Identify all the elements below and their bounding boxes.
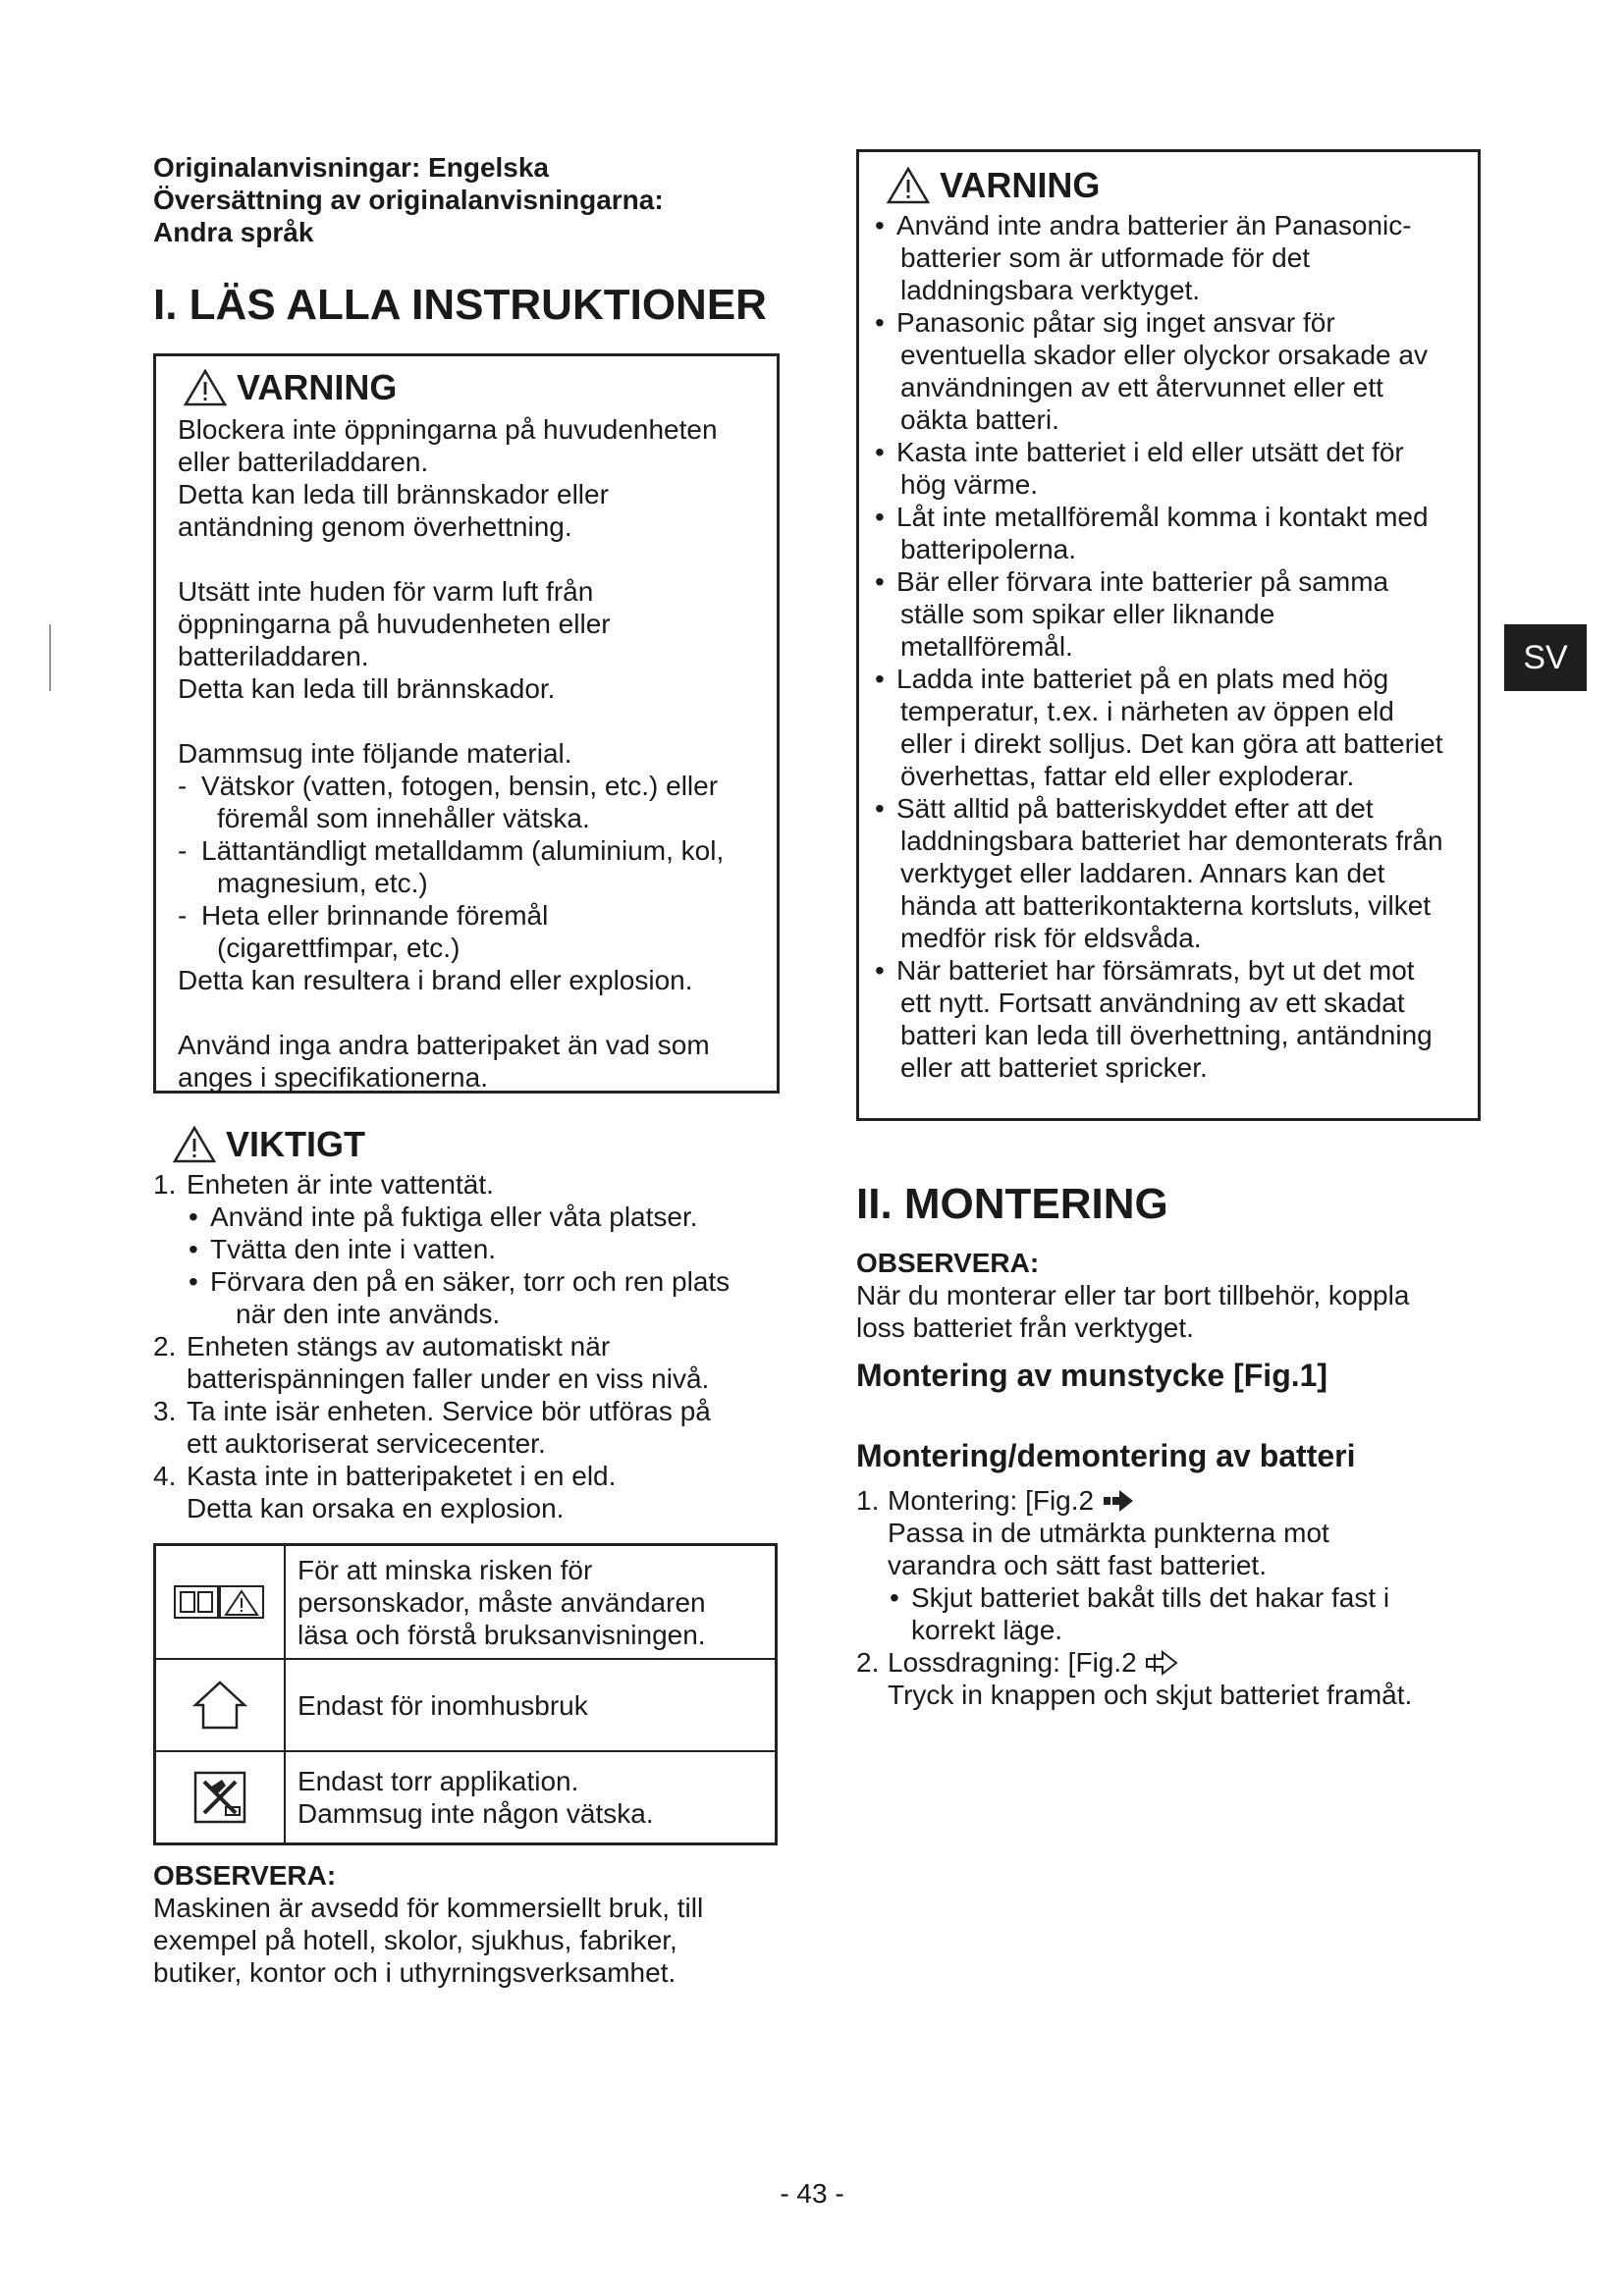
text-line: Använd inte andra batterier än Panasonic-: [896, 210, 1412, 240]
text-line: Vätskor (vatten, fotogen, bensin, etc.) eller: [201, 771, 719, 801]
text-line: Använd inga andra batteripaket än vad som: [178, 1030, 710, 1060]
symbol-text: [286, 1660, 775, 1750]
text-line: oäkta batteri.: [900, 404, 1059, 435]
text-line: Montering: [Fig.2: [888, 1485, 1095, 1516]
step-item: [856, 1646, 1485, 1711]
step-item: [856, 1484, 1485, 1646]
text-line: Passa in de utmärkta punkterna mot: [888, 1518, 1329, 1548]
text-line: loss batteriet från verktyget.: [856, 1312, 1194, 1343]
important-section: [153, 1125, 782, 1524]
step-number: 2.: [856, 1647, 880, 1678]
item-number: 4.: [153, 1461, 177, 1491]
text-line: ett nytt. Fortsatt användning av ett skadat: [900, 988, 1405, 1018]
step-number: 1.: [856, 1485, 880, 1516]
language-tab: SV: [1504, 624, 1587, 691]
list-item: [153, 1168, 782, 1330]
warning-paragraph: [178, 737, 757, 996]
text-line: Tryck in knappen och skjut batteriet framåt.: [888, 1680, 1413, 1710]
text-line: batteripolerna.: [900, 534, 1077, 564]
list-item: [153, 1460, 782, 1524]
doc-header: [153, 151, 664, 248]
text-line: metallföremål.: [900, 631, 1073, 662]
header-line: Översättning av originalanvisningarna:: [153, 185, 664, 215]
text-line: Tvätta den inte i vatten.: [210, 1234, 497, 1264]
bullet-item: • Använd inte på fuktiga eller våta platser.: [189, 1201, 698, 1232]
text-line: ställe som spikar eller liknande: [900, 599, 1275, 629]
bullet-item: • Använd inte andra batterier än Panasonic- batterier som är utformade för det laddningsbara verktyget.: [873, 209, 1470, 306]
text-line: Bär eller förvara inte batterier på samma: [896, 566, 1389, 597]
text-line: antändning genom överhettning.: [178, 511, 572, 542]
symbol-row: [156, 1752, 775, 1842]
text-line: läsa och förstå bruksanvisningen.: [298, 1619, 706, 1650]
text-line: magnesium, etc.): [217, 868, 428, 898]
text-line: När du monterar eller tar bort tillbehör, koppla: [856, 1280, 1410, 1310]
text-line: eller batteriladdaren.: [178, 447, 429, 477]
bullet-item: • Kasta inte batteriet i eld eller utsätt det för hög värme.: [873, 436, 1470, 501]
symbol-text: [286, 1546, 775, 1658]
text-line: Lättantändligt metalldamm (aluminium, kol,: [201, 835, 725, 866]
bullet-item: • När batteriet har försämrats, byt ut det mot ett nytt. Fortsatt användning av ett skadat batteri kan leda till överhettning, antändning eller att batteriet spricker.: [873, 954, 1470, 1084]
text-line: temperatur, t.ex. i närheten av öppen eld: [900, 696, 1394, 726]
text-line: Sätt alltid på batteriskyddet efter att det: [896, 793, 1374, 824]
note-2: [856, 1247, 1485, 1344]
text-line: medför risk för eldsvåda.: [900, 923, 1202, 953]
text-line: Kasta inte batteriet i eld eller utsätt det för: [896, 437, 1404, 467]
text-line: användningen av ett återvunnet eller ett: [900, 372, 1383, 402]
warning-triangle-icon: [184, 369, 227, 406]
dash-item: - Heta eller brinnande föremål (cigarettfimpar, etc.): [178, 899, 757, 964]
important-title: VIKTIGT: [226, 1124, 365, 1164]
important-list: [153, 1168, 782, 1524]
header-line: Originalanvisningar: Engelska: [153, 152, 550, 183]
text-line: hög värme.: [900, 469, 1039, 500]
text-line: Enheten stängs av automatiskt när: [187, 1331, 611, 1362]
text-line: Maskinen är avsedd för kommersiellt bruk, till: [153, 1893, 704, 1923]
note-title: OBSERVERA:: [153, 1860, 337, 1891]
text-line: eventuella skador eller olyckor orsakade av: [900, 340, 1428, 370]
text-line: Endast torr applikation.: [298, 1766, 579, 1796]
warning-bullets: [873, 209, 1470, 1084]
text-line: När batteriet har försämrats, byt ut det mot: [896, 955, 1415, 986]
bullet-item: • Låt inte metallföremål komma i kontakt med batteripolerna.: [873, 501, 1470, 565]
text-line: anges i specifikationerna.: [178, 1062, 488, 1093]
text-line: varandra och sätt fast batteriet.: [888, 1550, 1267, 1580]
warning-box-1: [153, 353, 780, 1094]
item-number: 2.: [153, 1331, 177, 1362]
text-line: Endast för inomhusbruk: [298, 1689, 588, 1721]
text-line: ett auktoriserat servicecenter.: [187, 1428, 546, 1459]
bullet-item: • Tvätta den inte i vatten.: [189, 1234, 497, 1264]
text-line: batteri kan leda till överhettning, antändning: [900, 1020, 1433, 1050]
header-line: Andra språk: [153, 217, 314, 247]
symbol-row: [156, 1660, 775, 1752]
warning-text: [178, 413, 757, 1094]
symbol-row: [156, 1546, 775, 1660]
text-line: Utsätt inte huden för varm luft från: [178, 576, 594, 607]
text-line: Förvara den på en säker, torr och ren plats: [210, 1266, 731, 1297]
text-line: Panasonic påtar sig inget ansvar för: [896, 307, 1335, 338]
text-line: Använd inte på fuktiga eller våta platser.: [210, 1201, 698, 1232]
warning-paragraph: [178, 575, 757, 705]
text-line: Dammsug inte någon vätska.: [298, 1798, 654, 1829]
text-line: Heta eller brinnande föremål: [201, 900, 549, 931]
list-item: [153, 1330, 782, 1395]
text-line: Blockera inte öppningarna på huvudenheten: [178, 414, 718, 445]
section2-title: II. MONTERING: [856, 1180, 1168, 1228]
text-line: Detta kan resultera i brand eller explosion.: [178, 965, 693, 995]
text-line: Låt inte metallföremål komma i kontakt med: [896, 502, 1429, 532]
text-line: öppningarna på huvudenheten eller: [178, 609, 611, 639]
text-line: exempel på hotell, skolor, sjukhus, fabriker,: [153, 1925, 677, 1955]
text-line: (cigarettfimpar, etc.): [217, 933, 460, 963]
text-line: batteriladdaren.: [178, 641, 369, 671]
bullet-item: • Bär eller förvara inte batterier på samma ställe som spikar eller liknande metallföremål.: [873, 565, 1470, 663]
text-line: när den inte används.: [236, 1299, 501, 1329]
release-arrow-icon: [1145, 1650, 1178, 1676]
text-line: laddningsbara batteriet har demonterats från: [900, 826, 1443, 856]
nozzle-heading: Montering av munstycke [Fig.1]: [856, 1358, 1328, 1393]
warning-heading: [184, 368, 757, 407]
note-1: [153, 1859, 782, 1989]
list-item: [153, 1395, 782, 1460]
text-line: För att minska risken för: [298, 1554, 593, 1585]
warning-paragraph: [178, 1029, 757, 1094]
note-title: OBSERVERA:: [856, 1248, 1040, 1278]
bullet-item: • Sätt alltid på batteriskyddet efter att det laddningsbara batteriet har demonterats från verktyget eller laddaren. Annars kan det hända att batterikontakterna kortsluts, vilket medför risk för eldsvåda.: [873, 792, 1470, 954]
step-label: [888, 1484, 1485, 1517]
text-line: föremål som innehåller vätska.: [217, 803, 590, 833]
bullet-item: • Förvara den på en säker, torr och ren plats: [189, 1266, 731, 1297]
battery-steps: [856, 1484, 1485, 1711]
text-line: laddningsbara verktyget.: [900, 275, 1201, 305]
symbol-table: [153, 1543, 778, 1845]
step-label: [888, 1646, 1485, 1679]
text-line: Kasta inte in batteripaketet i en eld.: [187, 1461, 617, 1491]
warning-paragraph: [178, 413, 757, 543]
battery-heading: Montering/demontering av batteri: [856, 1438, 1356, 1473]
item-number: 1.: [153, 1169, 177, 1200]
warning-triangle-icon: [887, 167, 930, 204]
dash-item: - Lättantändligt metalldamm (aluminium, kol, magnesium, etc.): [178, 834, 757, 899]
warning-box-2: [856, 149, 1481, 1121]
text-line: Ta inte isär enheten. Service bör utföras på: [187, 1396, 711, 1426]
page-number: - 43 -: [780, 2178, 844, 2209]
text-line: Ladda inte batteriet på en plats med hög: [896, 664, 1389, 694]
warning-triangle-icon: [173, 1126, 216, 1163]
dash-item: - Vätskor (vatten, fotogen, bensin, etc.) eller föremål som innehåller vätska.: [178, 770, 757, 834]
warning-title: VARNING: [237, 367, 398, 407]
text-line: Skjut batteriet bakåt tills det hakar fast i: [911, 1582, 1390, 1613]
text-line: personskador, måste användaren: [298, 1586, 706, 1618]
text-line: verktyget eller laddaren. Annars kan det: [900, 858, 1385, 888]
bullet-item: • Panasonic påtar sig inget ansvar för eventuella skador eller olyckor orsakade av användningen av ett återvunnet eller ett oäkta batteri.: [873, 306, 1470, 436]
text-line: eller att batteriet spricker.: [900, 1052, 1208, 1083]
text-line: Detta kan leda till brännskador.: [178, 673, 556, 704]
text-line: eller i direkt solljus. Det kan göra att batteriet: [900, 728, 1443, 759]
text-line: Lossdragning: [Fig.2: [888, 1647, 1137, 1678]
text-line: Dammsug inte följande material.: [178, 738, 572, 769]
section1-title: I. LÄS ALLA INSTRUKTIONER: [153, 281, 767, 329]
text-line: batterier som är utformade för det: [900, 242, 1311, 273]
margin-line: [49, 624, 51, 691]
text-line: butiker, kontor och i uthyrningsverksamhet.: [153, 1957, 677, 1988]
text-line: batterispänningen faller under en viss nivå.: [187, 1363, 710, 1394]
text-line: korrekt läge.: [911, 1615, 1063, 1645]
warning-heading: [887, 166, 1470, 205]
text-line: överhettas, fattar eld eller exploderar.: [900, 761, 1355, 791]
text-line: hända att batterikontakterna kortsluts, vilket: [900, 890, 1432, 921]
read-manual-icon: [156, 1546, 286, 1658]
bullet-item: • Ladda inte batteriet på en plats med hög temperatur, t.ex. i närheten av öppen eld eller i direkt solljus. Det kan göra att batteriet överhettas, fattar eld eller exploderar.: [873, 663, 1470, 792]
dry-only-icon: [156, 1752, 286, 1842]
text-line: Detta kan orsaka en explosion.: [187, 1493, 565, 1523]
important-heading: [173, 1125, 782, 1164]
warning-title: VARNING: [940, 165, 1101, 205]
text-line: Enheten är inte vattentät.: [187, 1169, 494, 1200]
bullet-item: • Skjut batteriet bakåt tills det hakar fast i korrekt läge.: [888, 1581, 1485, 1646]
text-line: Detta kan leda till brännskador eller: [178, 479, 609, 509]
mount-arrow-icon: [1102, 1488, 1135, 1514]
symbol-text: [286, 1752, 775, 1842]
indoor-use-icon: [156, 1660, 286, 1750]
item-number: 3.: [153, 1396, 177, 1426]
